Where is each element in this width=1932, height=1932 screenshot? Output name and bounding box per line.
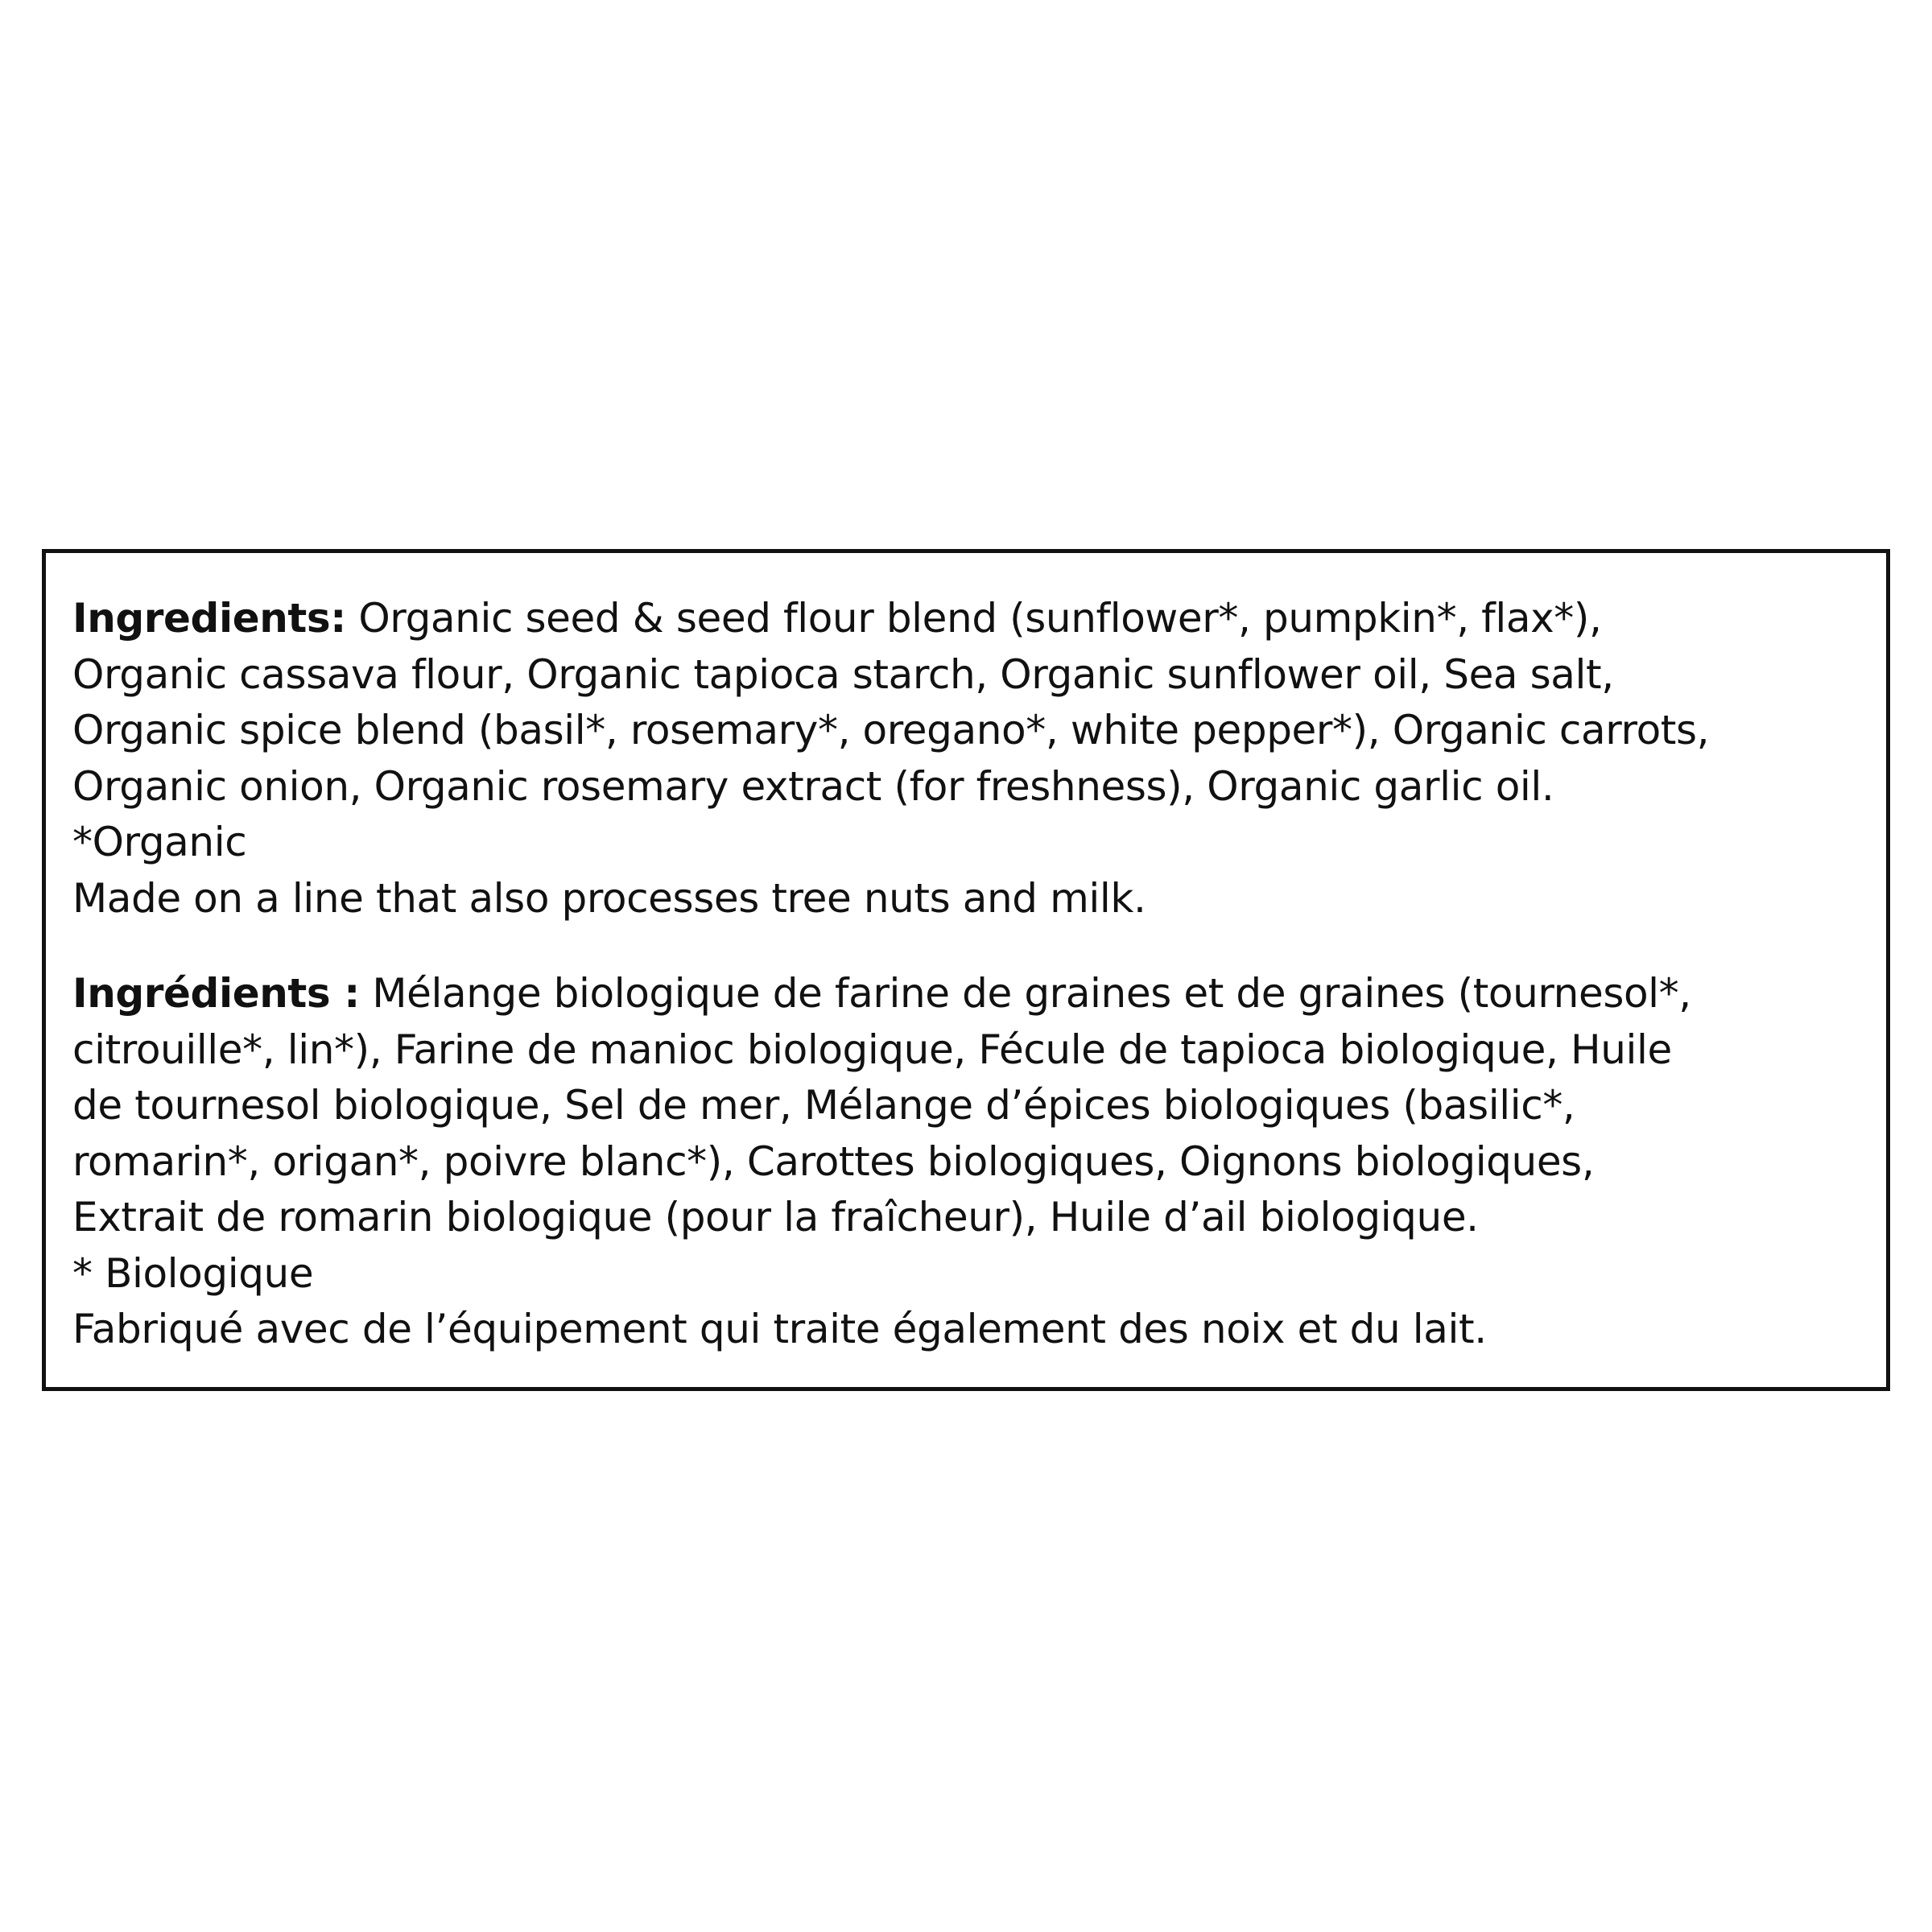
english-allergen-statement: Made on a line that also processes tree nuts and milk.	[72, 874, 1146, 922]
french-ingredients-section	[72, 966, 1870, 1358]
english-ingredients-line-1	[72, 591, 1870, 647]
english-ingredients-text: Organic seed & seed flour blend (sunflower*, pumpkin*, flax*),	[345, 595, 1602, 642]
french-biologique-footnote: * Biologique	[72, 1249, 314, 1297]
french-ingredients-line-5: Extrait de romarin biologique (pour la fraîcheur), Huile d’ail biologique.	[72, 1194, 1479, 1241]
ingredients-label-box	[42, 549, 1890, 1391]
english-organic-footnote: *Organic	[72, 819, 247, 865]
french-allergen-statement: Fabriqué avec de l’équipement qui traite également des noix et du lait.	[72, 1306, 1487, 1352]
french-ingredients-line-4: romarin*, origan*, poivre blanc*), Carottes biologiques, Oignons biologiques,	[72, 1137, 1595, 1185]
english-ingredients-heading: Ingredients:	[72, 595, 346, 642]
english-ingredients-line-3: Organic spice blend (basil*, rosemary*, oregano*, white pepper*), Organic carrots,	[72, 707, 1710, 753]
english-ingredients-section	[72, 591, 1870, 927]
french-ingredients-line-3: de tournesol biologique, Sel de mer, Mélange d’épices biologiques (basilic*,	[72, 1082, 1575, 1129]
english-ingredients-line-4: Organic onion, Organic rosemary extract (for freshness), Organic garlic oil.	[72, 762, 1554, 810]
french-ingredients-text: Mélange biologique de farine de graines et de graines (tournesol*,	[359, 970, 1691, 1017]
french-ingredients-line-2: citrouille*, lin*), Farine de manioc biologique, Fécule de tapioca biologique, Huile	[72, 1026, 1672, 1073]
english-ingredients-line-2: Organic cassava flour, Organic tapioca starch, Organic sunflower oil, Sea salt,	[72, 650, 1614, 698]
french-ingredients-heading: Ingrédients :	[72, 970, 360, 1017]
french-ingredients-line-1	[72, 966, 1870, 1022]
